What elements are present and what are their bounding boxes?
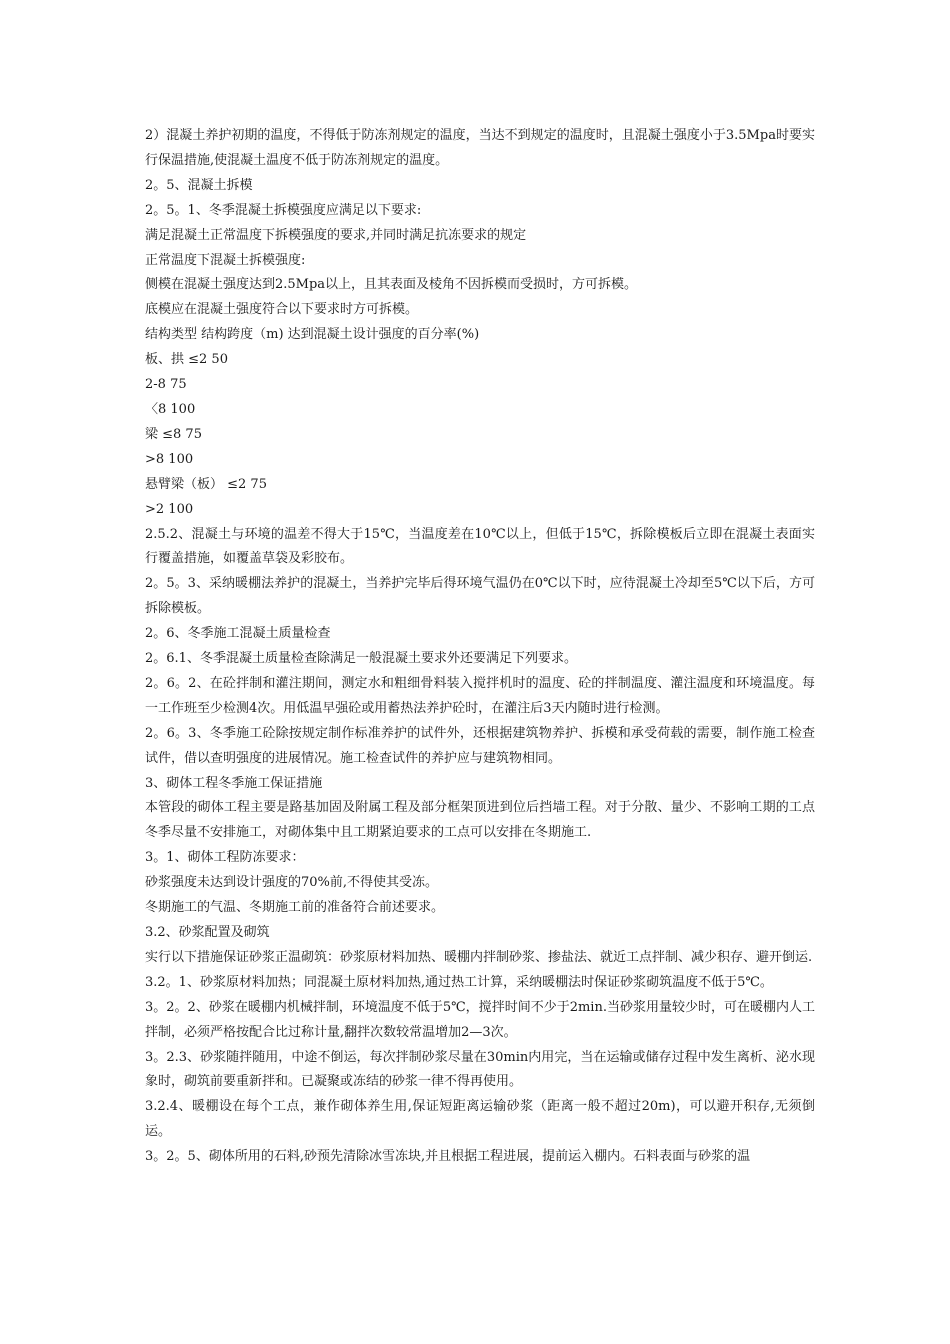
subsection-heading: 3.2、砂浆配置及砌筑: [145, 925, 270, 940]
section-heading: 2。6、冬季施工混凝土质量检查: [145, 626, 331, 642]
paragraph: 2。6。3、冬季施工砼除按规定制作标准养护的试件外，还根据建筑物养护、拆模和承受荷载的需要，制作施工检查试件，借以查明强度的进展情况。施工检查试件的养护应与建筑物相同。: [145, 725, 815, 766]
paragraph: 2。5。3、采纳暖棚法养护的混凝土，当养护完毕后得环境气温仍在0℃以下时，应待混凝土冷却至5℃以下后，方可拆除模板。: [145, 576, 815, 617]
table-row-line: >8 100: [145, 451, 194, 467]
paragraph: 3。2.3、砂浆随拌随用，中途不倒运，每次拌制砂浆尽量在30min内用完，当在运输或储存过程中发生离析、泌水现象时，砌筑前要重新拌和。已凝聚或冻结的砂浆一律不得再使用。: [145, 1049, 815, 1090]
table-row-line: >2 100: [145, 501, 194, 517]
paragraph: 3.2。1、砂浆原材料加热；同混凝土原材料加热,通过热工计算，采纳暖棚法时保证砂浆砌筑温度不低于5℃。: [145, 974, 773, 990]
document-page: [145, 124, 815, 1170]
paragraph: 2.5.2、混凝土与环境的温差不得大于15℃，当温度差在10℃以上，但低于15℃，拆除模板后立即在混凝土表面实行覆盖措施，如覆盖草袋及彩胶布。: [145, 526, 815, 567]
paragraph: 3.2.4、暖棚设在每个工点，兼作砌体养生用,保证短距离运输砂浆（距离一般不超过20m)，可以避开积存,无须倒运。: [145, 1099, 815, 1140]
table-row-line: 板、拱 ≤2 50: [145, 352, 228, 368]
subsection-heading: 2。5。1、冬季混凝土拆模强度应满足以下要求:: [145, 202, 422, 218]
paragraph: 3。2。5、砌体所用的石料,砂预先清除冰雪冻块,并且根据工程进展，提前运入棚内。石料表面与砂浆的温: [145, 1149, 751, 1165]
paragraph: 3。2。2、砂浆在暖棚内机械拌制，环境温度不低于5℃，搅拌时间不少于2min.当砂浆用量较少时，可在暖棚内人工拌制，必须严格按配合比过称计量,翻拌次数较常温增加2—3次。: [145, 999, 815, 1040]
table-row-line: 2-8 75: [145, 377, 187, 393]
table-row-line: 梁 ≤8 75: [145, 426, 202, 442]
section-heading: 2。5、混凝土拆模: [145, 177, 253, 193]
subsection-heading: 2。6.1、冬季混凝土质量检查除满足一般混凝土要求外还要满足下列要求。: [145, 651, 577, 667]
paragraph: 侧模在混凝土强度达到2.5Mpa以上，且其表面及棱角不因拆模而受损时，方可拆模。: [145, 277, 638, 293]
paragraph: 实行以下措施保证砂浆正温砌筑：砂浆原材料加热、暖棚内拌制砂浆、掺盐法、就近工点拌制、减少积存、避开倒运.: [145, 949, 813, 965]
paragraph: 2）混凝土养护初期的温度，不得低于防冻剂规定的温度，当达不到规定的温度时，且混凝土强度小于3.5Mpa时要实行保温措施,使混凝土温度不低于防冻剂规定的温度。: [145, 128, 815, 168]
table-row-line: 悬臂梁（板） ≤2 75: [145, 476, 267, 492]
subsection-heading: 3。1、砌体工程防冻要求：: [145, 850, 305, 866]
paragraph: 本管段的砌体工程主要是路基加固及附属工程及部分框架顶进到位后挡墙工程。对于分散、量少、不影响工期的工点冬季尽量不安排施工，对砌体集中且工期紧迫要求的工点可以安排在冬期施工.: [145, 800, 815, 841]
table-header-line: 结构类型 结构跨度（m) 达到混凝土设计强度的百分率(%): [145, 327, 480, 343]
section-heading: 3、砌体工程冬季施工保证措施: [145, 775, 323, 791]
paragraph: 满足混凝土正常温度下拆模强度的要求,并同时满足抗冻要求的规定: [145, 227, 527, 243]
paragraph: 砂浆强度未达到设计强度的70%前,不得使其受冻。: [145, 875, 439, 891]
paragraph: 2。6。2、在砼拌制和灌注期间，测定水和粗细骨料装入搅拌机时的温度、砼的拌制温度、灌注温度和环境温度。每一工作班至少检测4次。用低温早强砼或用蓄热法养护砼时，在灌注后3天内随时进行检测。: [145, 675, 815, 716]
table-row-line: 〈8 100: [145, 401, 196, 417]
paragraph: 底模应在混凝土强度符合以下要求时方可拆模。: [145, 302, 419, 318]
paragraph: 冬期施工的气温、冬期施工前的准备符合前述要求。: [145, 900, 445, 916]
paragraph: 正常温度下混凝土拆模强度:: [145, 252, 306, 268]
